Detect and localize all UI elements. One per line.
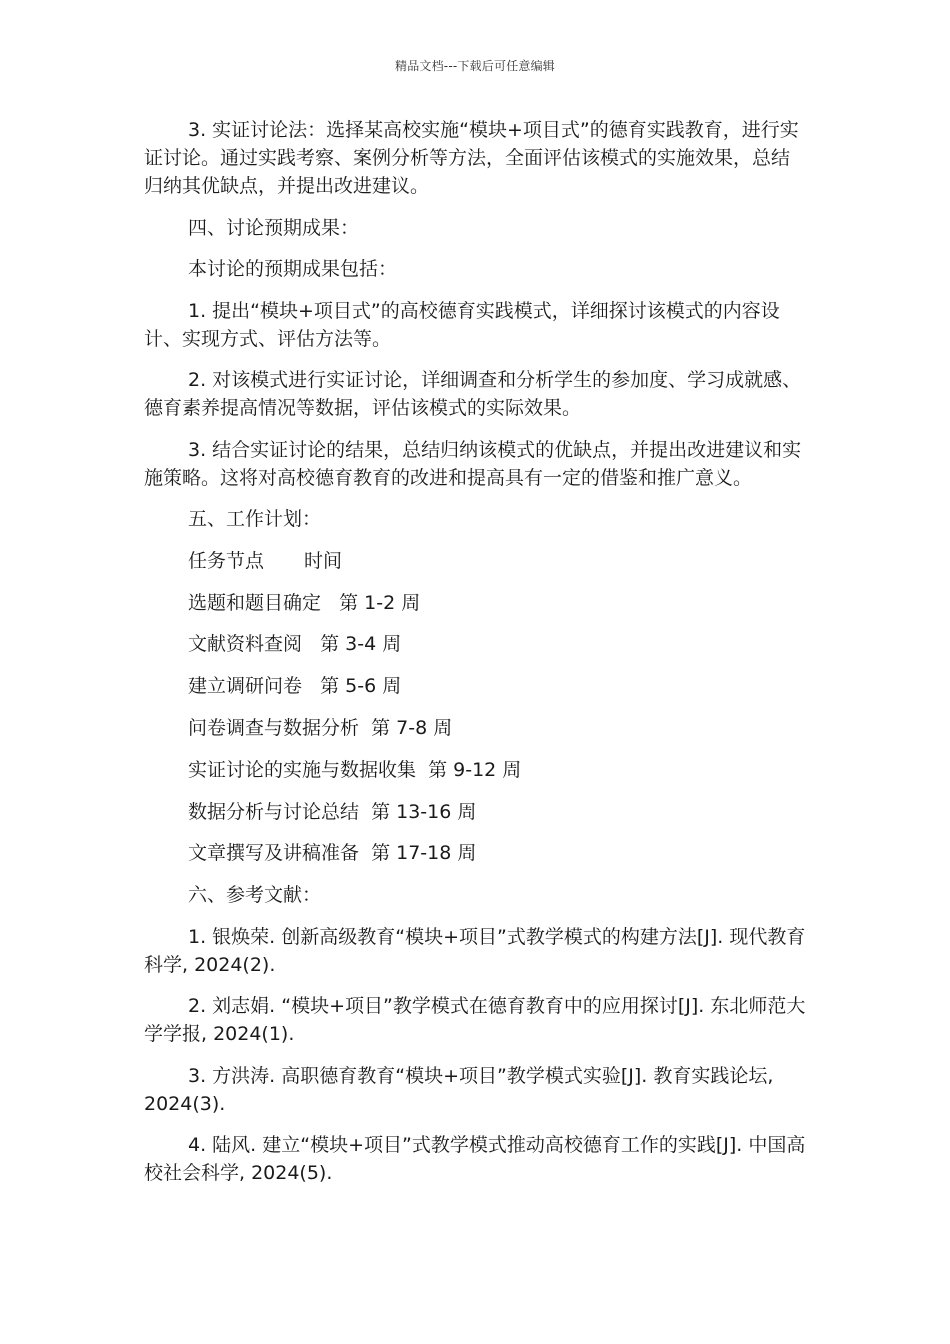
schedule-row: 选题和题目确定 第 1-2 周 [188,591,421,614]
expected-result-item: 3. 结合实证讨论的结果，总结归纳该模式的优缺点，并提出改进建议和实施策略。这将对高校德育教育的改进和提高具有一定的借鉴和推广意义。 [144,438,802,489]
section-heading-work-plan: 五、工作计划： [188,508,322,530]
section-heading-references: 六、参考文献： [188,884,322,907]
schedule-header-time: 时间 [304,549,343,572]
schedule-row: 数据分析与讨论总结 第 13-16 周 [188,800,477,823]
document-body [144,116,806,1201]
schedule-header-task: 任务节点 [188,549,265,572]
section-heading-expected-results: 四、讨论预期成果： [188,216,360,239]
page-header: 精品文档---下载后可任意编辑 [395,59,555,73]
reference-item: 3. 方洪涛. 高职德育教育“模块+项目”教学模式实验[J]. 教育实践论坛, 2024(3). [144,1064,774,1115]
method-paragraph: 3. 实证讨论法：选择某高校实施“模块+项目式”的德育实践教育，进行实证讨论。通过实践考察、案例分析等方法，全面评估该模式的实施效果，总结归纳其优缺点，并提出改进建议。 [144,119,799,197]
expected-results-intro: 本讨论的预期成果包括： [188,258,398,280]
reference-item: 4. 陆风. 建立“模块+项目”式教学模式推动高校德育工作的实践[J]. 中国高校社会科学, 2024(5). [144,1134,806,1185]
schedule-row: 实证讨论的实施与数据收集 第 9-12 周 [188,758,522,781]
schedule-row: 文献资料查阅 第 3-4 周 [188,633,402,656]
schedule-row: 问卷调查与数据分析 第 7-8 周 [188,716,453,739]
reference-item: 2. 刘志娟. “模块+项目”教学模式在德育教育中的应用探讨[J]. 东北师范大学学报, 2024(1). [144,995,806,1046]
schedule-row: 建立调研问卷 第 5-6 周 [188,675,402,698]
expected-result-item: 2. 对该模式进行实证讨论，详细调查和分析学生的参加度、学习成就感、德育素养提高情况等数据，评估该模式的实际效果。 [144,369,802,419]
reference-item: 1. 银焕荣. 创新高级教育“模块+项目”式教学模式的构建方法[J]. 现代教育科学, 2024(2). [144,925,806,976]
expected-result-item: 1. 提出“模块+项目式”的高校德育实践模式，详细探讨该模式的内容设计、实现方式、评估方法等。 [144,299,780,350]
schedule-row: 文章撰写及讲稿准备 第 17-18 周 [188,842,477,865]
schedule-header-row [144,547,806,575]
